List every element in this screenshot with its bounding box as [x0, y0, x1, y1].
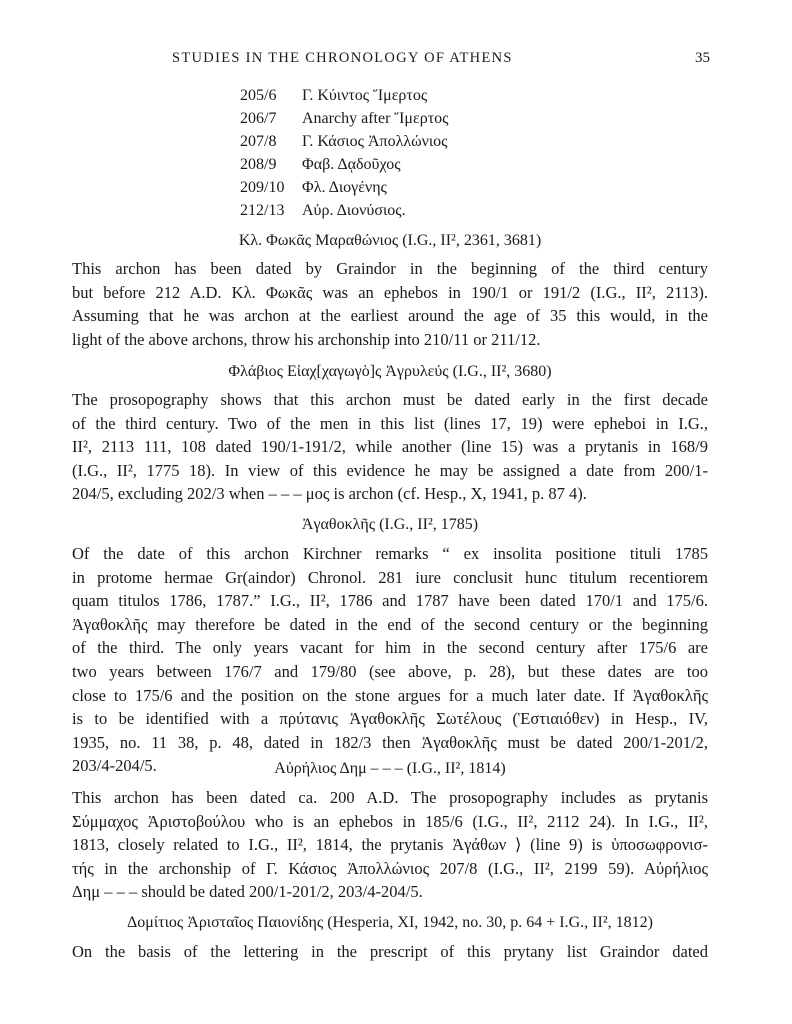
- heading-name: Αὐρήλιος Δημ – – –: [274, 760, 403, 777]
- paragraph-aurelios: [72, 786, 708, 904]
- archon-row: [240, 130, 448, 153]
- archon-year: 205/6: [240, 87, 277, 104]
- text-line: light of the above archons, throw his archonship into 210/11 or 211/12.: [72, 329, 541, 349]
- archon-name: Φλ. Διογένης: [302, 179, 387, 196]
- text-line: but before 212 A.D. Κλ. Φωκᾶς was an ephebos in 190/1 or 191/2 (I.G., II², 2113).: [72, 282, 708, 302]
- page-number: 35: [695, 50, 710, 66]
- archon-name: Anarchy after Ἵμερτος: [302, 110, 449, 127]
- heading-name: Κλ. Φωκᾶς Μαραθώνιος: [238, 232, 399, 249]
- text-line: (I.G., II², 1775 18). In view of this evidence he may be assigned a date from 200/1-: [72, 460, 708, 480]
- section-heading-phokas: [72, 232, 708, 250]
- section-heading-domitios: [72, 914, 708, 932]
- heading-name: Φλάβιος Εἰαχ[χαγωγὸ]ς Ἀγρυλεύς: [228, 363, 449, 380]
- archon-row: [240, 176, 448, 199]
- archon-name: Γ. Κάσιος Ἀπολλώνιος: [302, 133, 448, 150]
- text-line: 203/4-204/5.: [72, 756, 157, 776]
- archon-list: [240, 84, 448, 222]
- running-title: STUDIES IN THE CHRONOLOGY OF ATHENS: [172, 50, 513, 66]
- paragraph-domitios: [72, 940, 708, 964]
- text-line: This archon has been dated by Graindor in the beginning of the third century: [72, 259, 708, 278]
- archon-name: Αὐρ. Διονύσιος.: [302, 202, 406, 219]
- section-heading-aurelios: [72, 760, 708, 778]
- archon-year: 207/8: [240, 133, 277, 150]
- paragraph-phokas: [72, 257, 708, 351]
- text-line: in protome hermae Gr(aindor) Chronol. 281 iure conclusit hunc titulum recentiorem: [72, 567, 708, 587]
- archon-year: 208/9: [240, 156, 277, 173]
- text-line: Of the date of this archon Kirchner remarks “ ex insolita positione tituli 1785: [72, 544, 708, 563]
- text-line: of the third. The only years vacant for him in the second century after 175/6 are: [72, 638, 708, 658]
- archon-year: 206/7: [240, 110, 277, 127]
- archon-name: Φαβ. Δᾳδοῦχος: [302, 156, 401, 173]
- text-line: close to 175/6 and the position on the stone argues for a much later date. If Ἀγαθοκλῆς: [72, 685, 708, 705]
- text-line: On the basis of the lettering in the prescript of this prytany list Graindor dated: [72, 942, 708, 961]
- archon-row: [240, 107, 448, 130]
- archon-row: [240, 84, 448, 107]
- text-line: Δημ – – – should be dated 200/1-201/2, 203/4-204/5.: [72, 882, 423, 902]
- text-line: quam titulos 1786, 1787.” I.G., II², 1786 and 1787 have been dated 170/1 and 175/6.: [72, 591, 708, 611]
- section-heading-agathokles: [72, 516, 708, 534]
- heading-ref: (Hesperia, XI, 1942, no. 30, p. 64 + I.G., II², 1812): [327, 914, 653, 931]
- heading-ref: (I.G., II², 1785): [379, 516, 479, 533]
- text-line: This archon has been dated ca. 200 A.D. The prosopography includes as prytanis: [72, 788, 708, 807]
- paragraph-flavios: [72, 388, 708, 506]
- heading-ref: (I.G., II², 1814): [406, 760, 506, 777]
- text-line: Assuming that he was archon at the earliest around the age of 35 this would, in the: [72, 306, 708, 326]
- text-line: II², 2113 111, 108 dated 190/1-191/2, while another (line 15) was a prytanis in 168/9: [72, 437, 708, 457]
- text-line: 1813, closely related to I.G., II², 1814, the prytanis Ἀγάθων ⟩ (line 9) is ὑποσωφρονισ-: [72, 835, 708, 855]
- paragraph-agathokles: [72, 542, 708, 778]
- heading-name: Δομίτιος Ἀρισταῖος Παιονίδης: [127, 914, 324, 931]
- heading-ref: (I.G., II², 2361, 3681): [402, 232, 542, 249]
- text-line: 1935, no. 11 38, p. 48, dated in 182/3 then Ἀγαθοκλῆς must be dated 200/1-201/2,: [72, 732, 708, 752]
- section-heading-flavios: [72, 363, 708, 381]
- text-line: two years between 176/7 and 179/80 (see above, p. 28), but these dates are too: [72, 661, 708, 681]
- archon-row: [240, 199, 448, 222]
- heading-name: Ἀγαθοκλῆς: [301, 516, 376, 533]
- archon-year: 209/10: [240, 179, 285, 196]
- text-line: Σύμμαχος Ἀριστοβούλου who is an ephebos in 185/6 (I.G., II², 2112 24). In I.G., II²,: [72, 811, 708, 831]
- archon-row: [240, 153, 448, 176]
- text-line: The prosopography shows that this archon must be dated early in the first decade: [72, 390, 708, 409]
- heading-ref: (I.G., II², 3680): [452, 363, 552, 380]
- text-line: Ἀγαθοκλῆς may therefore be dated in the end of the second century or the beginning: [72, 614, 708, 634]
- text-line: is to be identified with a πρύτανις Ἀγαθοκλῆς Σωτέλους (Ἑστιαιόθεν) in Hesp., IV,: [72, 709, 708, 729]
- text-line: 204/5, excluding 202/3 when – – – μος is archon (cf. Hesp., X, 1941, p. 87 4).: [72, 484, 587, 504]
- text-line: of the third century. Two of the men in this list (lines 17, 19) were epheboi in I.G.,: [72, 413, 708, 433]
- text-line: τής in the archonship of Γ. Κάσιος Ἀπολλώνιος 207/8 (I.G., II², 2199 59). Αὐρήλιος: [72, 858, 708, 878]
- archon-year: 212/13: [240, 202, 285, 219]
- archon-name: Γ. Κύιντος Ἵμερτος: [302, 87, 428, 104]
